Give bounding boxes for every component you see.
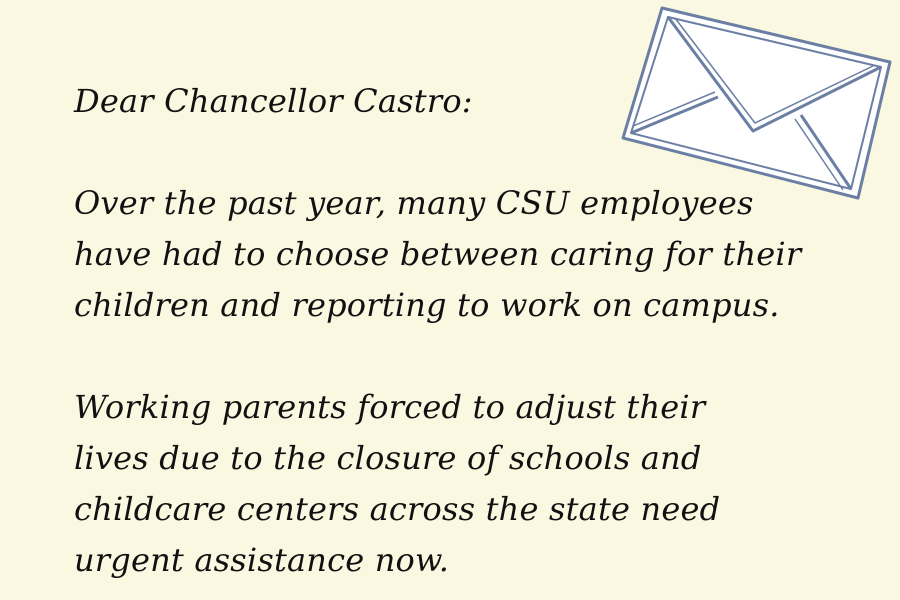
- paragraph-1: [74, 178, 834, 331]
- paragraph-2-line-3: childcare centers across the state need: [74, 490, 721, 528]
- paragraph-1-line-3: children and reporting to work on campus.: [74, 286, 780, 324]
- salutation-line: Dear Chancellor Castro:: [74, 82, 473, 120]
- paragraph-2-line-1: Working parents forced to adjust their: [74, 388, 706, 426]
- salutation: [74, 76, 834, 127]
- paragraph-2-line-4: urgent assistance now.: [74, 541, 450, 579]
- paragraph-2-line-2: lives due to the closure of schools and: [74, 439, 702, 477]
- paragraph-1-line-2: have had to choose between caring for their: [74, 235, 802, 273]
- paragraph-1-line-1: Over the past year, many CSU employees: [74, 184, 754, 222]
- paragraph-2: [74, 382, 834, 586]
- letter-text: [74, 76, 834, 586]
